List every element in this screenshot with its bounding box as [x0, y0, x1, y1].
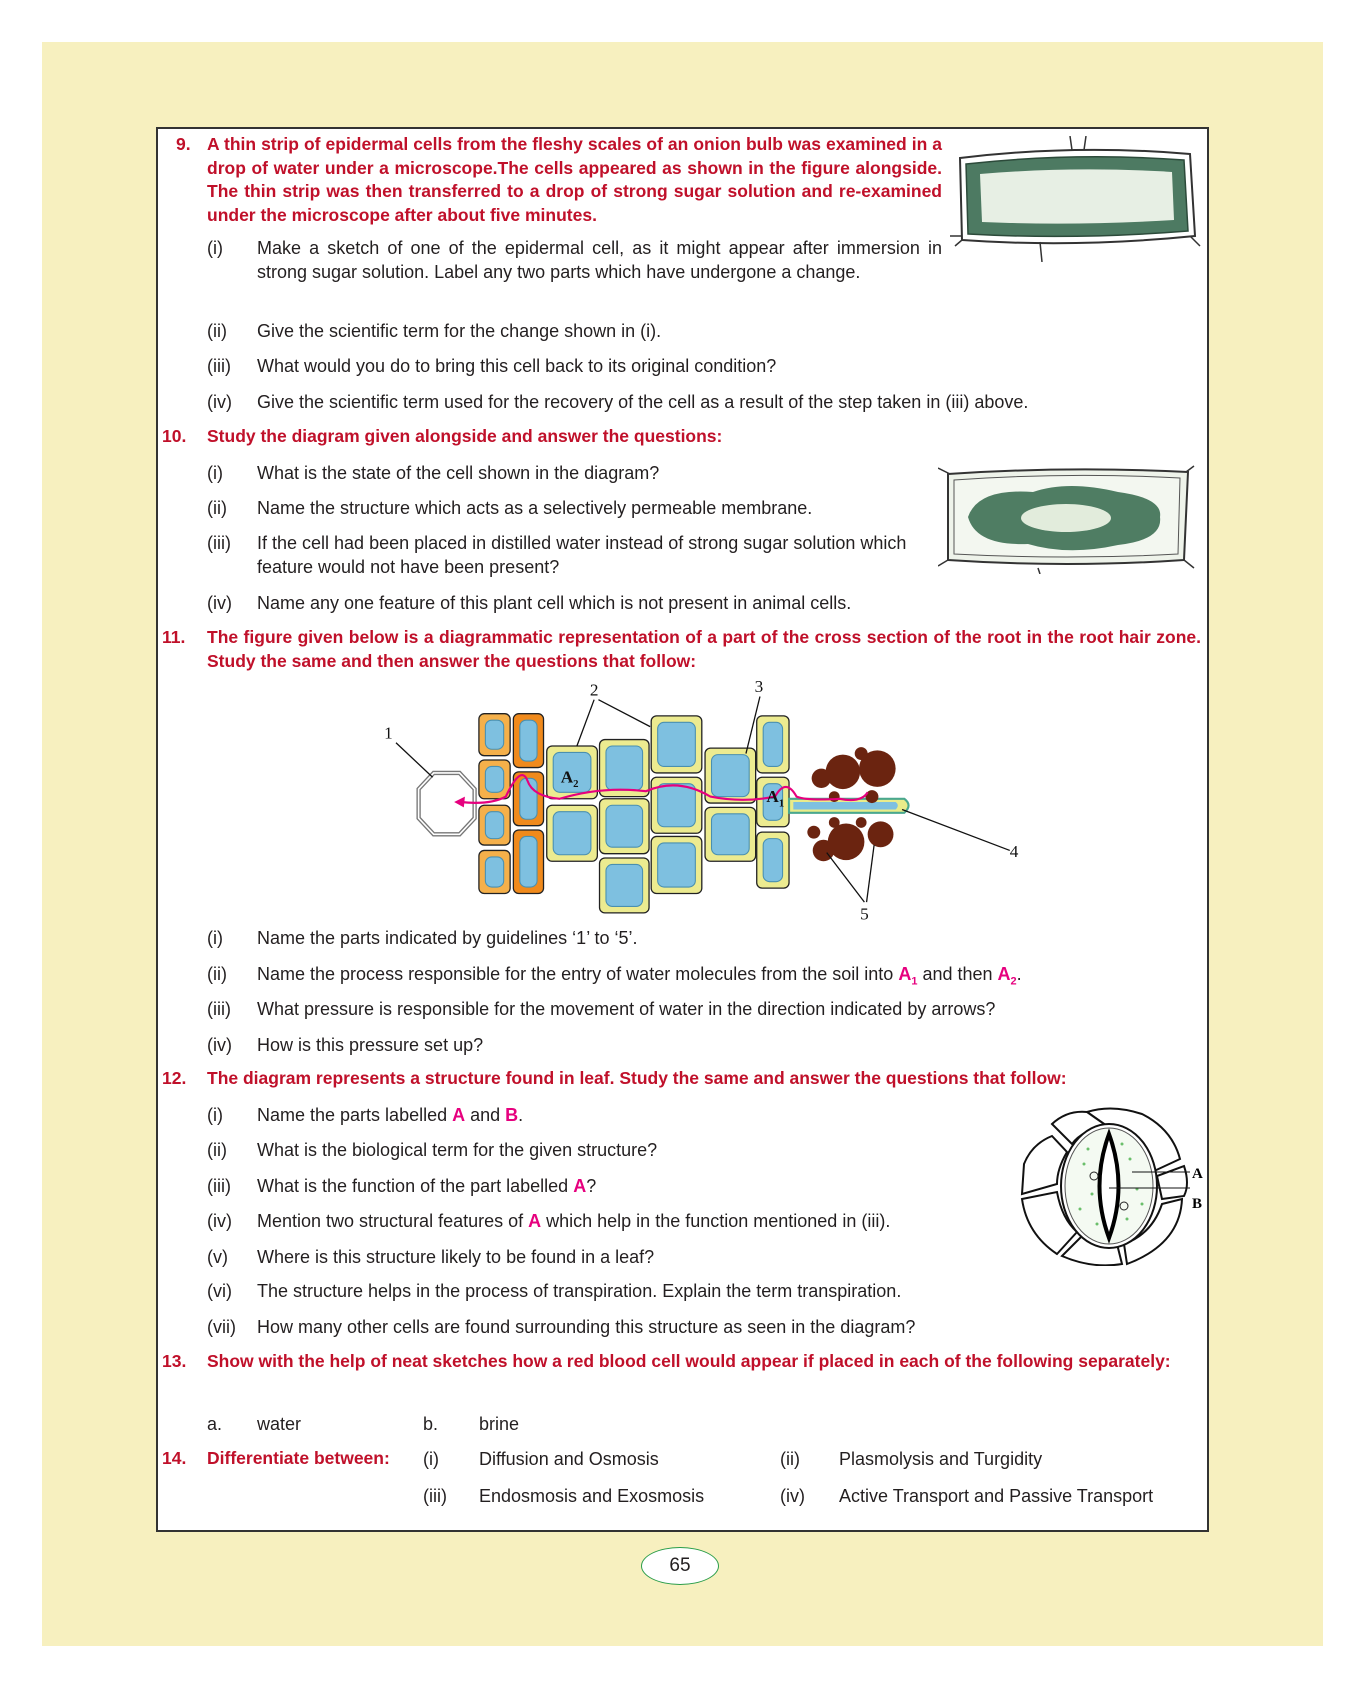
item-text: Endosmosis and Exosmosis: [479, 1486, 705, 1506]
question-number: 9.: [176, 134, 191, 154]
label-a2: $A_2$: [560, 767, 579, 790]
item-text: Name the parts labelled A and B.: [257, 1105, 524, 1125]
question-number: 11.: [162, 627, 186, 647]
item-number: (iv): [207, 1211, 232, 1231]
onion-cell-figure: [950, 136, 1205, 262]
root-cross-section-diagram: [382, 678, 1055, 926]
item-number: (ii): [207, 1140, 227, 1160]
cell-vacuole: [712, 755, 750, 797]
question-10-text: Study the diagram given alongside and answer the questions:: [207, 426, 723, 446]
xylem-vessel: [419, 773, 475, 834]
item-number: (i): [207, 238, 223, 258]
item-number: (i): [423, 1449, 439, 1469]
cell-vacuole: [485, 766, 503, 792]
item-number: (ii): [207, 964, 227, 984]
page-number: 65: [641, 1547, 719, 1585]
cell-vacuole: [658, 722, 696, 766]
item-number: (vi): [207, 1281, 232, 1301]
question-number: 13.: [162, 1351, 187, 1371]
item-number: (iv): [780, 1486, 805, 1506]
cell-vacuole: [606, 864, 643, 906]
plasmolysed-cell-figure: [938, 460, 1196, 574]
item-number: (iv): [207, 392, 232, 412]
item-number: (iii): [207, 1176, 231, 1196]
item-number: (iii): [207, 533, 231, 553]
cell-vacuole: [553, 812, 591, 855]
item-text: How many other cells are found surrounding this structure as seen in the diagram?: [257, 1317, 916, 1337]
item-text: water: [257, 1414, 302, 1434]
item-text: brine: [479, 1414, 520, 1434]
label-b: B: [1192, 1196, 1203, 1212]
question-number: 12.: [162, 1068, 187, 1088]
item-number: b.: [423, 1414, 439, 1434]
item-text: The structure helps in the process of transpiration. Explain the term transpiration.: [257, 1281, 902, 1301]
item-text: What is the function of the part labelled A?: [257, 1176, 597, 1196]
item-number: (iv): [207, 593, 232, 613]
item-text: Mention two structural features of A which help in the function mentioned in (iii).: [257, 1211, 891, 1231]
item-text: If the cell had been placed in distilled water instead of strong sugar solution which feature would not have been present?: [257, 533, 907, 577]
item-number: (v): [207, 1247, 228, 1267]
label-a: A: [1192, 1166, 1203, 1182]
item-text: Name the parts indicated by guidelines ‘1’ to ‘5’.: [257, 928, 638, 948]
cell-vacuole: [658, 784, 696, 827]
label-4: 4: [1009, 841, 1019, 861]
item-number: (vii): [207, 1317, 236, 1337]
item-text: What would you do to bring this cell back to its original condition?: [257, 356, 777, 376]
item-text: What is the state of the cell shown in the diagram?: [257, 463, 660, 483]
question-number: 10.: [162, 426, 187, 446]
cell-vacuole: [712, 814, 750, 855]
item-text: Name the process responsible for the entry of water molecules from the soil into $A_1$ and then $A_2$.: [257, 964, 1022, 988]
question-14-text: Differentiate between:: [207, 1448, 390, 1468]
question-13-text: Show with the help of neat sketches how a red blood cell would appear if placed in each of the following separately:: [207, 1351, 1171, 1371]
item-number: (iv): [207, 1035, 232, 1055]
item-text: What is the biological term for the given structure?: [257, 1140, 658, 1160]
label-3: 3: [754, 678, 764, 697]
item-text: How is this pressure set up?: [257, 1035, 484, 1055]
question-9-text: A thin strip of epidermal cells from the fleshy scales of an onion bulb was examined in a drop of water under a microscope.The cells appeared as shown in the figure alongside. The thin strip was then transferred to a drop of strong sugar solution and re-examined under the microscope after about five minutes.: [207, 134, 942, 226]
item-number: (i): [207, 928, 223, 948]
item-number: (i): [207, 463, 223, 483]
label-1: 1: [384, 723, 393, 743]
item-number: a.: [207, 1414, 223, 1434]
cell-vacuole: [520, 836, 537, 887]
cell-vacuole: [606, 746, 643, 790]
item-text: Give the scientific term used for the recovery of the cell as a result of the step taken in (iii) above.: [257, 392, 1029, 412]
label-a1: $A_1$: [766, 787, 785, 810]
cell-vacuole: [658, 843, 696, 887]
item-text: Name the structure which acts as a selectively permeable membrane.: [257, 498, 813, 518]
label-2: 2: [589, 680, 599, 700]
item-text: Make a sketch of one of the epidermal cell, as it might appear after immersion in strong sugar solution. Label any two parts which have undergone a change.: [257, 238, 942, 282]
item-text: Plasmolysis and Turgidity: [839, 1449, 1043, 1469]
item-text: Where is this structure likely to be found in a leaf?: [257, 1247, 655, 1267]
item-number: (ii): [780, 1449, 800, 1469]
item-number: (i): [207, 1105, 223, 1125]
label-5: 5: [860, 904, 869, 924]
item-text: Diffusion and Osmosis: [479, 1449, 659, 1469]
item-number: (ii): [207, 321, 227, 341]
item-text: Name any one feature of this plant cell which is not present in animal cells.: [257, 593, 852, 613]
stomata-diagram: [1012, 1104, 1207, 1266]
question-number: 14.: [162, 1448, 187, 1468]
item-number: (ii): [207, 498, 227, 518]
cell-vacuole: [485, 720, 503, 749]
question-11-text: The figure given below is a diagrammatic representation of a part of the cross section of the root in the root hair zone. Study the same and then answer the questions that follow:: [207, 627, 1201, 671]
cell-vacuole: [763, 839, 782, 882]
item-text: What pressure is responsible for the movement of water in the direction indicated by arrows?: [257, 999, 996, 1019]
cell-vacuole: [606, 805, 643, 847]
cell-vacuole: [520, 720, 537, 761]
item-text: Give the scientific term for the change shown in (i).: [257, 321, 662, 341]
item-text: Active Transport and Passive Transport: [839, 1486, 1154, 1506]
item-number: (iii): [207, 999, 231, 1019]
cell-vacuole: [763, 722, 782, 766]
item-number: (iii): [423, 1486, 447, 1506]
item-number: (iii): [207, 356, 231, 376]
cell-vacuole: [485, 812, 503, 839]
cell-vacuole: [485, 857, 503, 887]
question-12-text: The diagram represents a structure found in leaf. Study the same and answer the questions that follow:: [207, 1068, 1067, 1088]
